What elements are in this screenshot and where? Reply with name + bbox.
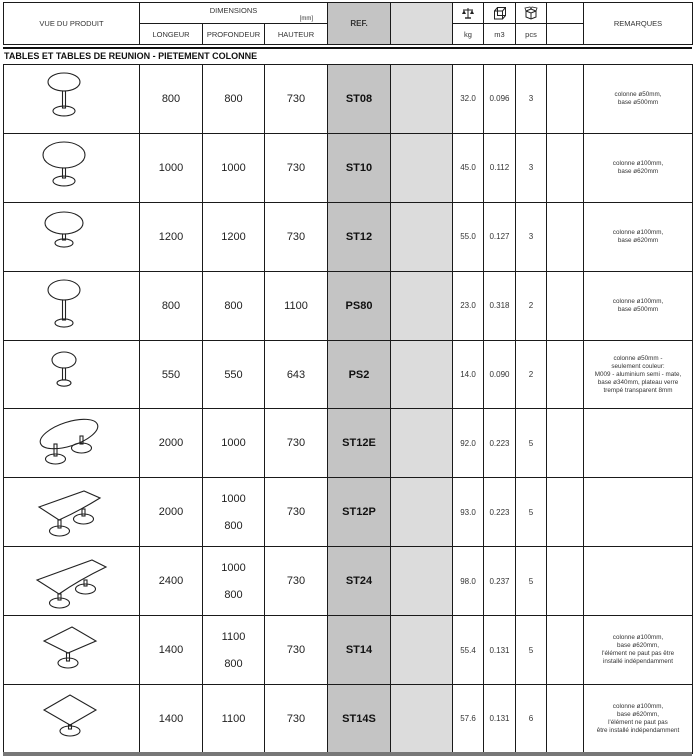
remarque-line: l'élément ne paut pas être bbox=[601, 650, 675, 658]
blank-gray-cell bbox=[391, 133, 453, 202]
hauteur-cell: 730 bbox=[265, 478, 328, 547]
remarque-line: base ø340mm, plateau verre bbox=[597, 378, 679, 386]
remarque-line: base ø620mm bbox=[617, 236, 659, 244]
product-image bbox=[4, 133, 140, 202]
product-image bbox=[4, 202, 140, 271]
m3-cell: 0.096 bbox=[484, 65, 516, 134]
ref-cell: PS2 bbox=[328, 340, 391, 409]
dimensions-label: DIMENSIONS bbox=[209, 6, 258, 15]
boat-table-long-icon bbox=[34, 552, 110, 610]
profondeur-cell bbox=[203, 478, 265, 547]
hauteur-cell: 730 bbox=[265, 202, 328, 271]
hauteur-cell: 1100 bbox=[265, 271, 328, 340]
blank-gray-cell bbox=[391, 547, 453, 616]
ref-cell: ST12 bbox=[328, 202, 391, 271]
pcs-cell: 3 bbox=[516, 133, 547, 202]
product-image bbox=[4, 409, 140, 478]
remarques-cell bbox=[584, 616, 693, 685]
table-row-ps80 bbox=[4, 271, 693, 340]
profondeur-value: 800 bbox=[224, 519, 243, 532]
hauteur-cell: 730 bbox=[265, 685, 328, 754]
blank-cell bbox=[547, 409, 584, 478]
profondeur-stack bbox=[203, 562, 264, 601]
remarque-line: colonne ø50mm - bbox=[613, 354, 663, 362]
blank-gray-cell bbox=[391, 616, 453, 685]
kg-cell: 93.0 bbox=[453, 478, 484, 547]
remarques-cell bbox=[584, 409, 693, 478]
table-row-st08 bbox=[4, 65, 693, 134]
round-table-medium-icon bbox=[34, 208, 110, 266]
remarque-line: colonne ø100mm, bbox=[612, 634, 664, 642]
round-table-large-icon bbox=[34, 139, 110, 197]
pcs-cell: 6 bbox=[516, 685, 547, 754]
m3-cell: 0.127 bbox=[484, 202, 516, 271]
header-kg: kg bbox=[453, 24, 484, 45]
m3-cell: 0.131 bbox=[484, 685, 516, 754]
table-row-st14 bbox=[4, 616, 693, 685]
header-pcs: pcs bbox=[516, 24, 547, 45]
ref-cell: ST10 bbox=[328, 133, 391, 202]
table-row-st12p bbox=[4, 478, 693, 547]
m3-cell: 0.237 bbox=[484, 547, 516, 616]
profondeur-stack bbox=[203, 493, 264, 532]
m3-cell: 0.131 bbox=[484, 616, 516, 685]
ref-cell: ST12E bbox=[328, 409, 391, 478]
table-row-st12 bbox=[4, 202, 693, 271]
profondeur-value: 1100 bbox=[221, 630, 246, 643]
pcs-cell: 2 bbox=[516, 271, 547, 340]
header-profondeur: PROFONDEUR bbox=[203, 24, 265, 45]
kg-cell: 32.0 bbox=[453, 65, 484, 134]
profondeur-value: 1000 bbox=[221, 492, 246, 505]
profondeur-cell: 800 bbox=[203, 65, 265, 134]
bottom-border bbox=[3, 752, 692, 756]
round-table-small-icon bbox=[34, 70, 110, 128]
profondeur-cell bbox=[203, 616, 265, 685]
profondeur-cell: 550 bbox=[203, 340, 265, 409]
remarque-line: seulement couleur: bbox=[611, 362, 665, 370]
blank-cell bbox=[547, 340, 584, 409]
kg-cell: 57.6 bbox=[453, 685, 484, 754]
header-ref: REF. bbox=[328, 3, 391, 45]
header-volume bbox=[484, 3, 516, 24]
longeur-cell: 2400 bbox=[140, 547, 203, 616]
blank-gray-cell bbox=[391, 65, 453, 134]
blank-gray-cell bbox=[391, 271, 453, 340]
pcs-cell: 3 bbox=[516, 65, 547, 134]
box-package-icon bbox=[524, 6, 538, 20]
hauteur-cell: 730 bbox=[265, 409, 328, 478]
ref-cell: PS80 bbox=[328, 271, 391, 340]
longeur-cell: 1400 bbox=[140, 685, 203, 754]
longeur-cell: 800 bbox=[140, 271, 203, 340]
table-row-st14s bbox=[4, 685, 693, 754]
remarque-line: l'élément ne paut pas bbox=[608, 718, 668, 726]
product-image bbox=[4, 685, 140, 754]
blank-gray-cell bbox=[391, 340, 453, 409]
profondeur-value: 1000 bbox=[221, 561, 246, 574]
remarques-cell bbox=[584, 202, 693, 271]
round-table-glass-icon bbox=[34, 346, 110, 404]
remarque-line: être installé indépendamment bbox=[596, 726, 680, 734]
table-row-st12e bbox=[4, 409, 693, 478]
pcs-cell: 5 bbox=[516, 616, 547, 685]
kg-cell: 14.0 bbox=[453, 340, 484, 409]
product-table bbox=[3, 64, 693, 754]
remarques-cell bbox=[584, 685, 693, 754]
product-image bbox=[4, 478, 140, 547]
header-vue-produit: VUE DU PRODUIT bbox=[4, 3, 140, 45]
weight-scale-icon bbox=[461, 6, 475, 20]
blank-cell bbox=[547, 65, 584, 134]
section-title: TABLES ET TABLES DE REUNION - PIETEMENT COLONNE bbox=[4, 51, 258, 61]
remarque-line: base ø620mm, bbox=[617, 710, 659, 718]
header-pieces bbox=[516, 3, 547, 24]
product-image bbox=[4, 271, 140, 340]
product-image bbox=[4, 547, 140, 616]
header-longeur: LONGEUR bbox=[140, 24, 203, 45]
square-table-icon bbox=[34, 690, 110, 748]
hauteur-cell: 730 bbox=[265, 65, 328, 134]
dimensions-unit: [mm] bbox=[299, 16, 313, 22]
profondeur-value: 800 bbox=[224, 588, 243, 601]
ref-cell: ST24 bbox=[328, 547, 391, 616]
longeur-cell: 1000 bbox=[140, 133, 203, 202]
hauteur-cell: 730 bbox=[265, 547, 328, 616]
remarque-line: colonne ø100mm, bbox=[612, 702, 664, 710]
boat-table-icon bbox=[34, 483, 110, 541]
kg-cell: 55.0 bbox=[453, 202, 484, 271]
remarques-cell bbox=[584, 340, 693, 409]
remarques-cell bbox=[584, 133, 693, 202]
cube-volume-icon bbox=[493, 6, 507, 20]
hauteur-cell: 643 bbox=[265, 340, 328, 409]
profondeur-cell: 1100 bbox=[203, 685, 265, 754]
blank-gray-cell bbox=[391, 202, 453, 271]
header-hauteur: HAUTEUR bbox=[265, 24, 328, 45]
kg-cell: 23.0 bbox=[453, 271, 484, 340]
blank-cell bbox=[547, 547, 584, 616]
m3-cell: 0.223 bbox=[484, 478, 516, 547]
pcs-cell: 5 bbox=[516, 409, 547, 478]
ref-cell: ST08 bbox=[328, 65, 391, 134]
m3-cell: 0.090 bbox=[484, 340, 516, 409]
profondeur-value: 800 bbox=[224, 657, 243, 670]
blank-gray-cell bbox=[391, 409, 453, 478]
remarques-cell bbox=[584, 547, 693, 616]
header-blank bbox=[547, 3, 584, 24]
remarques-cell bbox=[584, 65, 693, 134]
blank-cell bbox=[547, 616, 584, 685]
remarques-cell bbox=[584, 478, 693, 547]
pcs-cell: 5 bbox=[516, 478, 547, 547]
table-row-ps2 bbox=[4, 340, 693, 409]
longeur-cell: 2000 bbox=[140, 409, 203, 478]
kg-cell: 55.4 bbox=[453, 616, 484, 685]
ref-cell: ST12P bbox=[328, 478, 391, 547]
remarque-line: colonne ø100mm, bbox=[612, 159, 664, 167]
product-image bbox=[4, 65, 140, 134]
hauteur-cell: 730 bbox=[265, 133, 328, 202]
oval-table-icon bbox=[34, 414, 110, 472]
product-image bbox=[4, 340, 140, 409]
header-blank-gray bbox=[391, 3, 453, 45]
header-remarques: REMARQUES bbox=[584, 3, 693, 45]
kg-cell: 98.0 bbox=[453, 547, 484, 616]
profondeur-cell bbox=[203, 547, 265, 616]
kg-cell: 45.0 bbox=[453, 133, 484, 202]
m3-cell: 0.318 bbox=[484, 271, 516, 340]
remarques-cell bbox=[584, 271, 693, 340]
pcs-cell: 5 bbox=[516, 547, 547, 616]
profondeur-cell: 1000 bbox=[203, 409, 265, 478]
table-row-st10 bbox=[4, 133, 693, 202]
profondeur-cell: 1000 bbox=[203, 133, 265, 202]
remarque-line: colonne ø100mm, bbox=[612, 297, 664, 305]
profondeur-cell: 800 bbox=[203, 271, 265, 340]
remarque-line: base ø620mm, bbox=[617, 642, 659, 650]
remarque-line: M009 - aluminium semi - mate, bbox=[594, 370, 682, 378]
header-blank-2 bbox=[547, 24, 584, 45]
remarque-line: base ø620mm bbox=[617, 167, 659, 175]
blank-cell bbox=[547, 202, 584, 271]
ref-cell: ST14S bbox=[328, 685, 391, 754]
blank-gray-cell bbox=[391, 685, 453, 754]
m3-cell: 0.223 bbox=[484, 409, 516, 478]
m3-cell: 0.112 bbox=[484, 133, 516, 202]
remarque-line: colonne ø50mm, bbox=[614, 90, 662, 98]
remarque-line: colonne ø100mm, bbox=[612, 228, 664, 236]
blank-gray-cell bbox=[391, 478, 453, 547]
trapeze-table-icon bbox=[34, 621, 110, 679]
hauteur-cell: 730 bbox=[265, 616, 328, 685]
remarque-line: installé indépendamment bbox=[602, 658, 673, 666]
header-weight bbox=[453, 3, 484, 24]
kg-cell: 92.0 bbox=[453, 409, 484, 478]
longeur-cell: 800 bbox=[140, 65, 203, 134]
blank-cell bbox=[547, 478, 584, 547]
blank-cell bbox=[547, 271, 584, 340]
header-table bbox=[3, 2, 693, 45]
pcs-cell: 3 bbox=[516, 202, 547, 271]
remarque-line: base ø500mm bbox=[617, 98, 659, 106]
blank-cell bbox=[547, 133, 584, 202]
pcs-cell: 2 bbox=[516, 340, 547, 409]
longeur-cell: 1400 bbox=[140, 616, 203, 685]
section-divider bbox=[3, 47, 692, 49]
longeur-cell: 1200 bbox=[140, 202, 203, 271]
profondeur-stack bbox=[203, 631, 264, 670]
header-dimensions bbox=[140, 3, 328, 24]
longeur-cell: 550 bbox=[140, 340, 203, 409]
remarque-line: trempé transparent 8mm bbox=[603, 386, 673, 394]
table-row-st24 bbox=[4, 547, 693, 616]
product-image bbox=[4, 616, 140, 685]
round-table-high-icon bbox=[34, 277, 110, 335]
ref-cell: ST14 bbox=[328, 616, 391, 685]
profondeur-cell: 1200 bbox=[203, 202, 265, 271]
header-m3: m3 bbox=[484, 24, 516, 45]
longeur-cell: 2000 bbox=[140, 478, 203, 547]
blank-cell bbox=[547, 685, 584, 754]
remarque-line: base ø500mm bbox=[617, 305, 659, 313]
